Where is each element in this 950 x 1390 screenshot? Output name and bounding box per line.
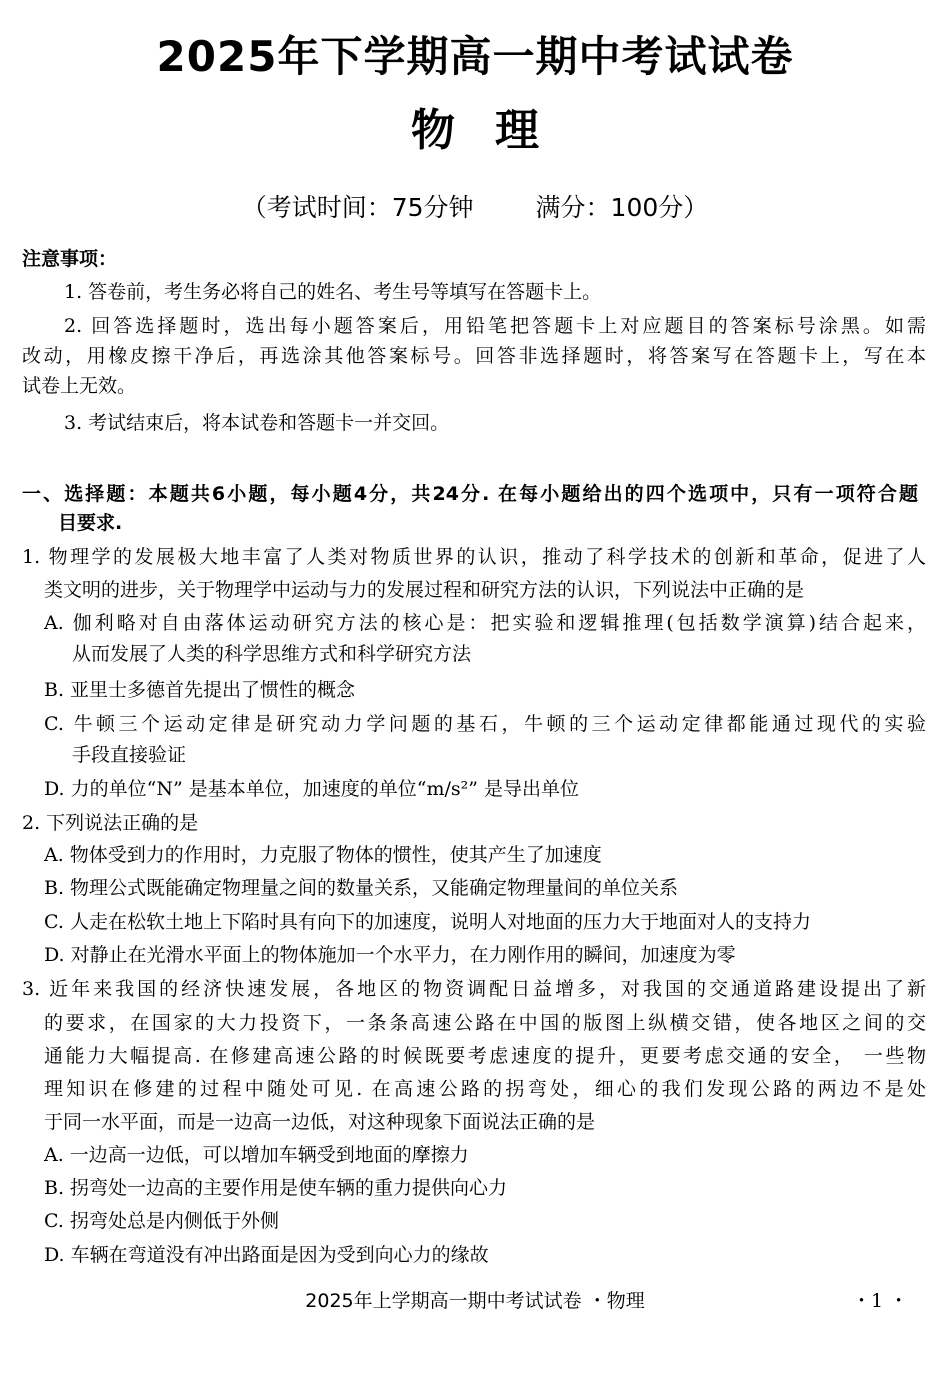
q2-option-b: B. 物理公式既能确定物理量之间的数量关系，又能确定物理量间的单位关系	[44, 877, 679, 899]
q2-option-c: C. 人走在松软土地上下陷时具有向下的加速度，说明人对地面的压力大于地面对人的支持力	[44, 911, 811, 933]
q1-option-d: D. 力的单位“N” 是基本单位，加速度的单位“m/s²” 是导出单位	[44, 778, 579, 800]
q3-stem-line-2: 的要求，在国家的大力投资下，一条条高速公路在中国的版图上纵横交错，使各地区之间的交	[44, 1012, 926, 1034]
exam-time: （考试时间：75分钟	[241, 193, 474, 222]
page-footer: 2025年上学期高一期中考试试卷 ・物理	[305, 1290, 645, 1312]
note-item-2-line-2: 改动，用橡皮擦干净后，再选涂其他答案标号。回答非选择题时，将答案写在答题卡上，写在本	[22, 345, 926, 367]
q3-stem-line-1: 3. 近年来我国的经济快速发展，各地区的物资调配日益增多，对我国的交通道路建设提出了新	[22, 978, 926, 1000]
page-number: ・1 ・	[852, 1290, 909, 1312]
q3-option-a: A. 一边高一边低，可以增加车辆受到地面的摩擦力	[44, 1144, 469, 1166]
q3-stem-line-4: 理知识在修建的过程中随处可见. 在高速公路的拐弯处，细心的我们发现公路的两边不是处	[44, 1078, 926, 1100]
full-score: 满分：100分）	[535, 193, 709, 222]
exam-title: 2025年下学期高一期中考试试卷	[156, 32, 794, 81]
q1-option-c-line-1: C. 牛顿三个运动定律是研究动力学问题的基石，牛顿的三个运动定律都能通过现代的实验	[44, 713, 926, 735]
q3-option-b: B. 拐弯处一边高的主要作用是使车辆的重力提供向心力	[44, 1177, 508, 1199]
note-item-2-line-1: 2. 回答选择题时，选出每小题答案后，用铅笔把答题卡上对应题目的答案标号涂黑。如需	[64, 315, 926, 337]
subject-title: 物理	[411, 105, 579, 156]
notes-heading: 注意事项：	[22, 248, 118, 270]
section-1-heading-line-1: 一、选择题：本题共6小题，每小题4分，共24分. 在每小题给出的四个选项中，只有一项符合题	[22, 483, 918, 505]
q3-option-d: D. 车辆在弯道没有冲出路面是因为受到向心力的缘故	[44, 1244, 489, 1266]
section-1-heading-line-2: 目要求.	[58, 512, 123, 534]
q1-stem-line-2: 类文明的进步，关于物理学中运动与力的发展过程和研究方法的认识，下列说法中正确的是	[44, 579, 805, 601]
note-item-3: 3. 考试结束后，将本试卷和答题卡一并交回。	[64, 412, 450, 434]
note-item-1: 1. 答卷前，考生务必将自己的姓名、考生号等填写在答题卡上。	[64, 281, 602, 303]
note-item-2-line-3: 试卷上无效。	[22, 375, 137, 397]
q1-option-b: B. 亚里士多德首先提出了惯性的概念	[44, 679, 356, 701]
q1-option-a-line-1: A. 伽利略对自由落体运动研究方法的核心是：把实验和逻辑推理(包括数学演算)结合起来，	[44, 612, 926, 634]
q3-option-c: C. 拐弯处总是内侧低于外侧	[44, 1210, 279, 1232]
exam-info	[0, 188, 950, 224]
q2-option-a: A. 物体受到力的作用时，力克服了物体的惯性，使其产生了加速度	[44, 844, 602, 866]
q3-stem-line-3: 通能力大幅提高. 在修建高速公路的时候既要考虑速度的提升，更要考虑交通的安全， 一些物	[44, 1045, 926, 1067]
q1-stem-line-1: 1. 物理学的发展极大地丰富了人类对物质世界的认识，推动了科学技术的创新和革命，促进了人	[22, 546, 926, 568]
q2-option-d: D. 对静止在光滑水平面上的物体施加一个水平力，在力刚作用的瞬间，加速度为零	[44, 944, 736, 966]
q1-option-c-line-2: 手段直接验证	[72, 744, 187, 766]
q3-stem-line-5: 于同一水平面，而是一边高一边低，对这种现象下面说法正确的是	[44, 1111, 596, 1133]
q1-option-a-line-2: 从而发展了人类的科学思维方式和科学研究方法	[72, 643, 472, 665]
q2-stem: 2. 下列说法正确的是	[22, 812, 199, 834]
